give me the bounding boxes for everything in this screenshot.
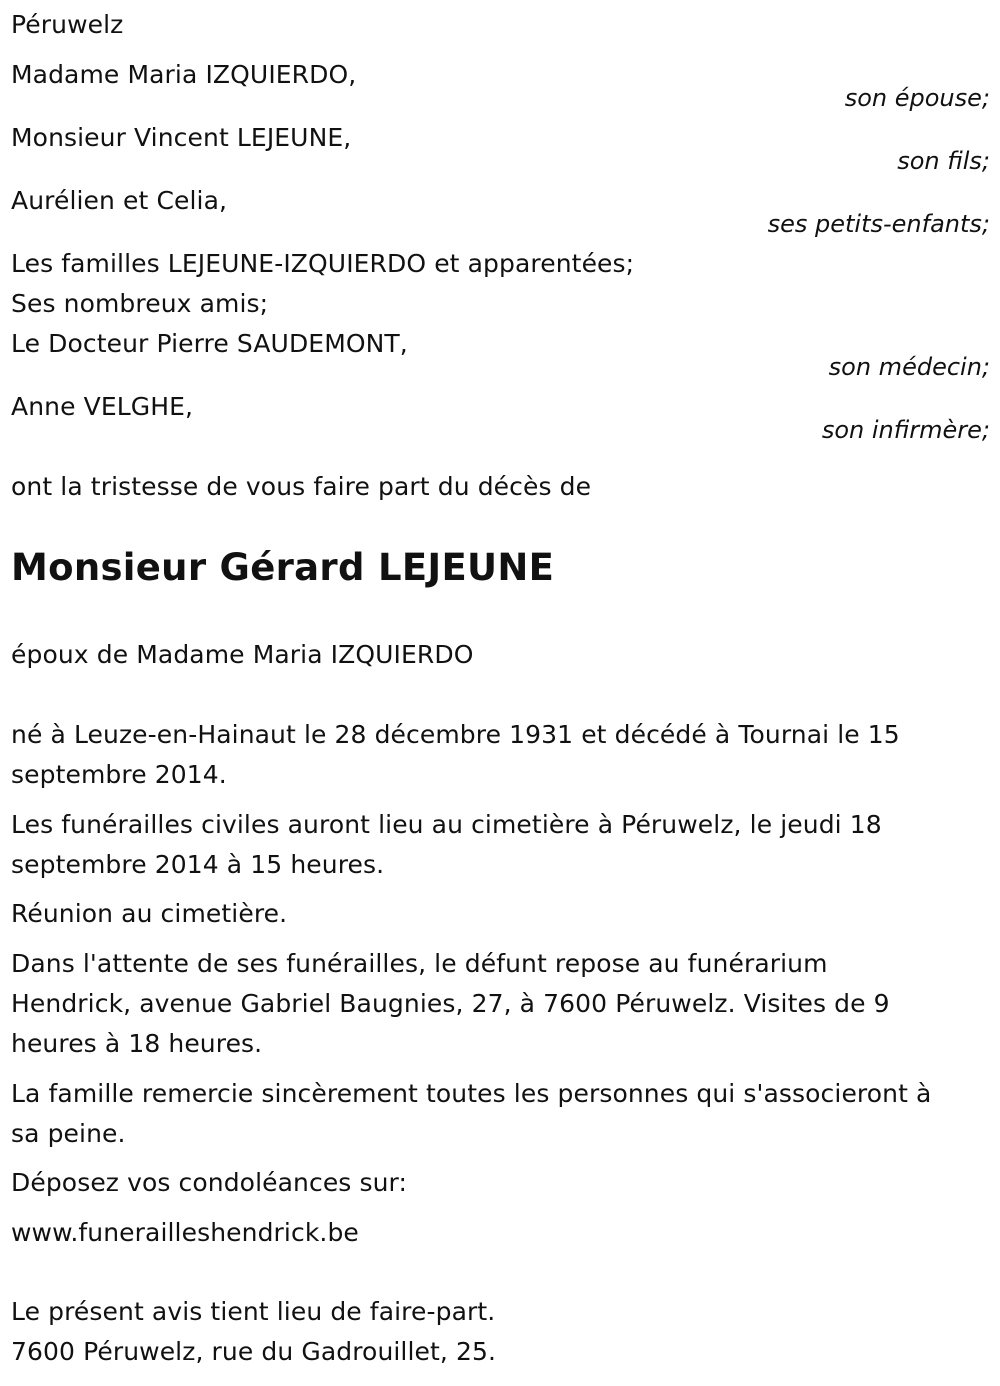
family-member-name: Le Docteur Pierre SAUDEMONT, (11, 329, 408, 358)
family-member-name: Aurélien et Celia, (11, 186, 228, 215)
family-member-relation: son épouse; (844, 84, 990, 112)
family-member-name: Monsieur Vincent LEJEUNE, (11, 123, 352, 152)
condolences-website: www.funerailleshendrick.be (11, 1218, 359, 1247)
funerarium-info-line: Hendrick, avenue Gabriel Baugnies, 27, à 7600 Péruwelz. Visites de 9 (11, 989, 890, 1018)
closing-address: 7600 Péruwelz, rue du Gadrouillet, 25. (11, 1337, 497, 1366)
deceased-name: Monsieur Gérard LEJEUNE (11, 546, 555, 589)
birth-death-line: septembre 2014. (11, 760, 227, 789)
condolences-prompt: Déposez vos condoléances sur: (11, 1168, 408, 1197)
family-member-relation: son infirmère; (821, 416, 990, 444)
funerarium-info-line: heures à 18 heures. (11, 1029, 263, 1058)
closing-notice: Le présent avis tient lieu de faire-part. (11, 1297, 496, 1326)
thanks-line: sa peine. (11, 1119, 126, 1148)
family-member-name: Les familles LEJEUNE-IZQUIERDO et apparentées; (11, 249, 635, 278)
family-member-relation: son médecin; (828, 353, 990, 381)
family-member-name: Anne VELGHE, (11, 392, 194, 421)
funeral-info-line: septembre 2014 à 15 heures. (11, 850, 385, 879)
family-member-relation: son fils; (897, 147, 990, 175)
location: Péruwelz (11, 10, 124, 39)
thanks-line: La famille remercie sincèrement toutes les personnes qui s'associeront à (11, 1079, 932, 1108)
funeral-info-line: Les funérailles civiles auront lieu au cimetière à Péruwelz, le jeudi 18 (11, 810, 882, 839)
spouse-line: époux de Madame Maria IZQUIERDO (11, 640, 474, 669)
meeting-info: Réunion au cimetière. (11, 899, 288, 928)
announcement-text: ont la tristesse de vous faire part du décès de (11, 472, 592, 501)
funerarium-info-line: Dans l'attente de ses funérailles, le défunt repose au funérarium (11, 949, 828, 978)
family-member-name: Ses nombreux amis; (11, 289, 269, 318)
family-member-name: Madame Maria IZQUIERDO, (11, 60, 357, 89)
family-member-relation: ses petits-enfants; (767, 210, 990, 238)
birth-death-line: né à Leuze-en-Hainaut le 28 décembre 1931 et décédé à Tournai le 15 (11, 720, 900, 749)
